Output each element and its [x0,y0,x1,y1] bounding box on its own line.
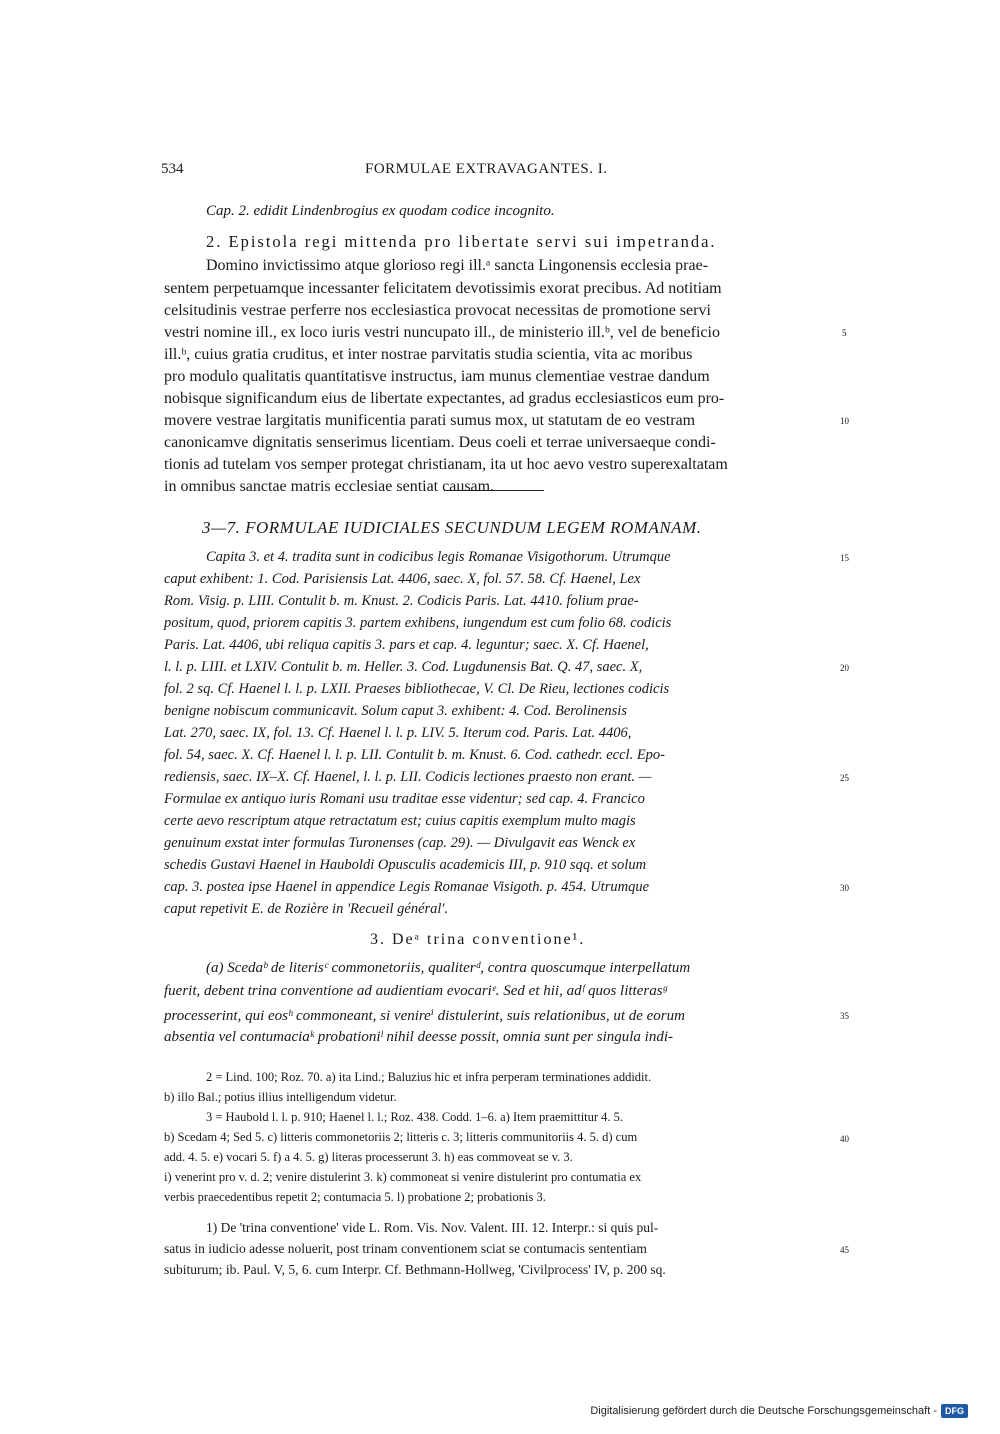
section-divider [444,490,544,491]
apparatus-line: 2 = Lind. 100; Roz. 70. a) ita Lind.; Baluzius hic et infra perperam terminationes addidit. [206,1070,652,1084]
intro-line: positum, quod, priorem capitis 3. partem exhibens, iungendum est cum folio 68. codicis [164,615,672,631]
footnote-line: satus in iudicio adesse noluerit, post trinam conventionem sciat se contumacis sententiam [164,1241,647,1256]
intro-line: caput exhibent: 1. Cod. Parisiensis Lat. 4406, saec. X, fol. 57. 58. Cf. Haenel, Lex [164,571,641,587]
text-line: processerint, qui eosʰ commoneant, si venireⁱ distulerint, suis relationibus, ut de eorum [164,1008,685,1024]
running-title: FORMULAE EXTRAVAGANTES. I. [365,161,608,177]
formula-2-heading: 2. Epistola regi mittenda pro libertate servi sui impetranda. [206,232,717,251]
text-line: absentia vel contumaciaᵏ probationiˡ nihil deesse possit, omnia sunt per singula indi- [164,1029,674,1045]
text-line: in omnibus sanctae matris ecclesiae sentiat causam. [164,478,495,495]
text-line: pro modulo qualitatis quantitatisve instructus, iam munus clementiae vestrae dandum [164,368,710,385]
text-line: vestri nomine ill., ex loco iuris vestri nuncupato ill., de ministerio ill.ᵇ, vel de beneficio [164,324,720,341]
intro-line: Paris. Lat. 4406, ubi reliqua capitis 3. pars et cap. 4. leguntur; saec. X. Cf. Haenel, [164,637,649,653]
footnote-line: subiturum; ib. Paul. V, 5, 6. cum Interpr. Cf. Bethmann-Hollweg, 'Civilprocess' IV, p. 200 sq. [164,1262,666,1277]
margin-line-number: 10 [840,416,849,426]
apparatus-line: 3 = Haubold l. l. p. 910; Haenel l. l.; Roz. 438. Codd. 1–6. a) Item praemittitur 4. 5. [206,1110,624,1124]
dfg-logo: DFG [941,1404,968,1418]
intro-line: genuinum exstat inter formulas Turonenses (cap. 29). — Divulgavit eas Wenck ex [164,835,636,851]
margin-line-number: 45 [840,1245,849,1255]
intro-line: schedis Gustavi Haenel in Hauboldi Opusculis academicis III, p. 910 sqq. et solum [164,857,647,873]
text-line: Domino invictissimo atque glorioso regi ill.ᵃ sancta Lingonensis ecclesia prae- [206,257,709,274]
margin-line-number: 30 [840,883,849,893]
intro-line: fol. 54, saec. X. Cf. Haenel l. l. p. LII. Contulit b. m. Knust. 6. Cod. cathedr. eccl. Epo- [164,747,666,763]
apparatus-line: i) venerint pro v. d. 2; venire distulerint 3. k) commoneat si venire distulerint pro contumatia ex [164,1170,642,1184]
text-line: nobisque significandum eius de libertate expectantes, ad gradus ecclesiasticos eum pro- [164,390,725,407]
intro-line: caput repetivit E. de Rozière in 'Recueil général'. [164,901,449,917]
text-line: movere vestrae largitatis munificentia parati sumus mox, ut statutam de eo vestram [164,412,696,429]
apparatus-line: b) Scedam 4; Sed 5. c) litteris commonetoriis 2; litteris c. 3; litteris communitoriis 4. 5. d) cum [164,1130,638,1144]
text-line: celsitudinis vestrae perferre nos ecclesiastica provocat necessitas de promotione servi [164,302,711,319]
intro-line: benigne nobiscum communicavit. Solum caput 3. exhibent: 4. Cod. Berolinensis [164,703,627,719]
section-title: 3—7. FORMULAE IUDICIALES SECUNDUM LEGEM ROMANAM. [202,518,702,537]
text-line: (a) Scedaᵇ de literisᶜ commonetoriis, qualiterᵈ, contra quoscumque interpellatum [206,960,691,976]
intro-line: certe aevo rescriptum atque retractatum est; cuius capitis exemplum multo magis [164,813,636,829]
formula-3-heading: 3. Deᵃ trina conventione¹. [370,931,586,948]
intro-line: Lat. 270, saec. IX, fol. 13. Cf. Haenel l. l. p. LIV. 5. Iterum cod. Paris. Lat. 4406, [164,725,632,741]
intro-line: rediensis, saec. IX–X. Cf. Haenel, l. l. p. LII. Codicis lectiones praesto non erant. — [164,769,652,785]
text-line: tionis ad tutelam vos semper protegat christianam, ita ut hoc aevo vestro superexaltatam [164,456,728,473]
margin-line-number: 40 [840,1134,849,1144]
apparatus-line: add. 4. 5. e) vocari 5. f) a 4. 5. g) literas processerunt 3. h) eas commoveat se v. 3. [164,1150,573,1164]
text-line: ill.ᵇ, cuius gratia cruditus, et inter nostrae parvitatis studia scientia, vita ac moribus [164,346,693,363]
margin-line-number: 25 [840,773,849,783]
digitization-credit [590,1404,968,1418]
text-line: fuerit, debent trina conventione ad audientiam evocariᵉ. Sed et hii, adᶠ quos litterasᵍ [164,983,667,999]
apparatus-line: b) illo Bal.; potius illius intelligendum videtur. [164,1090,397,1104]
intro-line: Rom. Visig. p. LIII. Contulit b. m. Knust. 2. Codicis Paris. Lat. 4410. folium prae- [164,593,639,609]
text-line: sentem perpetuamque incessanter felicitatem devotissimis exorat precibus. Ad notitiam [164,280,722,297]
chapter-note: Cap. 2. edidit Lindenbrogius ex quodam codice incognito. [206,203,555,219]
intro-line: cap. 3. postea ipse Haenel in appendice Legis Romanae Visigoth. p. 454. Utrumque [164,879,650,895]
margin-line-number: 5 [842,328,847,338]
margin-line-number: 35 [840,1011,849,1021]
margin-line-number: 20 [840,663,849,673]
margin-line-number: 15 [840,553,849,563]
apparatus-line: verbis praecedentibus repetit 2; contumacia 5. l) probatione 2; probationis 3. [164,1190,546,1204]
credit-text: Digitalisierung gefördert durch die Deutsche Forschungsgemeinschaft - [590,1405,937,1417]
intro-line: l. l. p. LIII. et LXIV. Contulit b. m. Heller. 3. Cod. Lugdunensis Bat. Q. 47, saec. X, [164,659,643,675]
intro-line: Formulae ex antiquo iuris Romani usu traditae esse videntur; sed cap. 4. Francico [164,791,645,807]
intro-line: Capita 3. et 4. tradita sunt in codicibus legis Romanae Visigothorum. Utrumque [206,549,671,565]
text-line: canonicamve dignitatis senserimus licentiam. Deus coeli et terrae universaeque condi- [164,434,716,451]
page-number: 534 [161,161,184,177]
intro-line: fol. 2 sq. Cf. Haenel l. l. p. LXII. Praeses bibliothecae, V. Cl. De Rieu, lectiones codicis [164,681,670,697]
footnote-line: 1) De 'trina conventione' vide L. Rom. Vis. Nov. Valent. III. 12. Interpr.: si quis pul- [206,1220,659,1235]
